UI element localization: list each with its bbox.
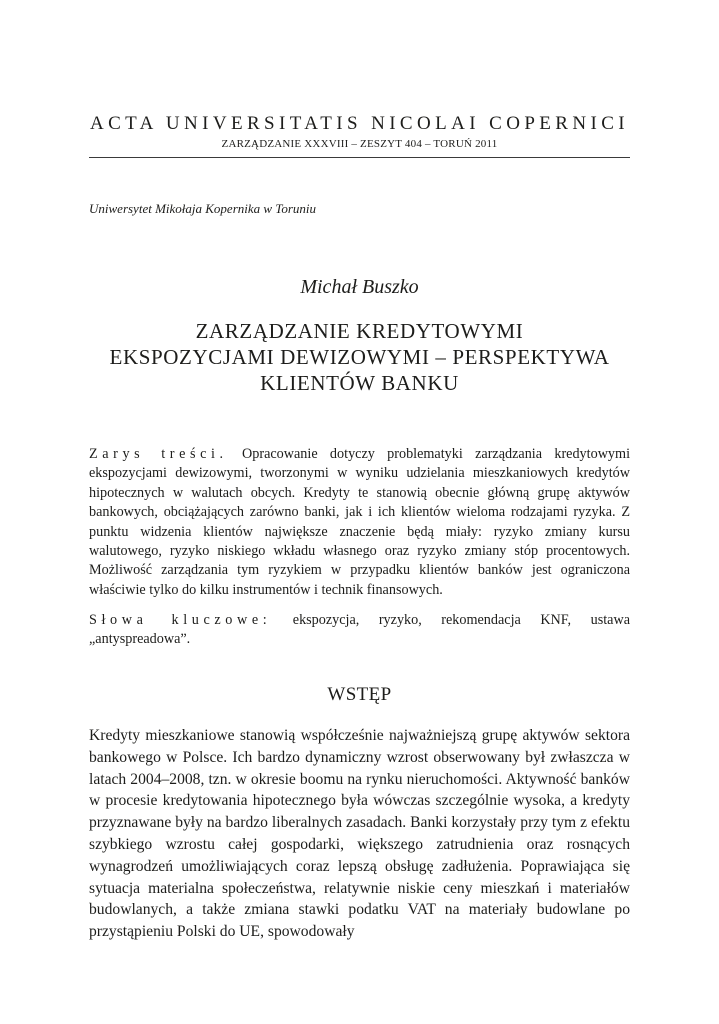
body-paragraph: Kredyty mieszkaniowe stanowią współcześnie najważniejszą grupę aktywów sektora bankowego w Polsce. Ich bardzo dynamiczny wzrost obserwowany był zwłaszcza w latach 2004–2008, tzn. w okresie boomu na rynku nieruchomości. Aktywność banków w procesie kredytowania hipotecznego była wówczas szczególnie wysoka, a kredyty przyznawane były na bardzo liberalnych zasadach. Banki korzystały przy tym z efektu szybkiego wzrostu całej gospodarki, większego zatrudnienia oraz rosnących wynagrodzeń umożliwiających coraz lepszą obsługę zadłużenia. Poprawiająca się sytuacja materialna społeczeństwa, relatywnie niskie ceny mieszkań i materiałów budowlanych, a także zmiana stawki podatku VAT na materiały budowlane po przystąpieniu Polski do UE, spowodowały	[89, 727, 630, 941]
keywords-paragraph	[89, 611, 630, 650]
article-title	[89, 318, 630, 396]
journal-subtitle: ZARZĄDZANIE XXXVIII – ZESZYT 404 – TORUŃ 2011	[221, 138, 498, 150]
abstract-text: Opracowanie dotyczy problematyki zarządzania kredytowymi ekspozycjami dewizowymi, tworzonymi w wyniku udzielania mieszkaniowych kredytów hipotecznych w walutach obcych. Kredyty te stanowią obecnie główną grupę aktywów bankowych, obciążających zarówno banki, jak i ich klientów wieloma rodzajami ryzyka. Z punktu widzenia klientów największe znaczenie będą miały: ryzyko zmiany kursu walutowego, ryzyko niskiego wkładu własnego oraz ryzyko zmiany stóp procentowych. Możliwość zarządzania tym ryzykiem w przypadku klientów banków jest ograniczona właściwie tylko do kilku instrumentów i technik finansowych.	[89, 446, 631, 598]
title-line-3: KLIENTÓW BANKU	[260, 371, 459, 395]
title-line-1: ZARZĄDZANIE KREDYTOWYMI	[195, 319, 524, 343]
abstract-label: Zarys treści.	[89, 446, 228, 462]
section-heading: WSTĘP	[327, 684, 392, 705]
keywords-text: ekspozycja, ryzyko, rekomendacja KNF, ustawa „antyspreadowa”.	[89, 612, 630, 648]
keywords-label: Słowa kluczowe:	[89, 612, 272, 628]
author-name: Michał Buszko	[300, 276, 419, 298]
journal-title: ACTA UNIVERSITATIS NICOLAI COPERNICI	[89, 113, 630, 134]
title-line-2: EKSPOZYCJAMI DEWIZOWYMI – PERSPEKTYWA	[109, 345, 610, 369]
header-rule	[89, 157, 630, 158]
paper-page	[89, 0, 630, 1024]
author-affiliation: Uniwersytet Mikołaja Kopernika w Toruniu	[89, 201, 317, 216]
abstract-paragraph	[89, 445, 630, 600]
